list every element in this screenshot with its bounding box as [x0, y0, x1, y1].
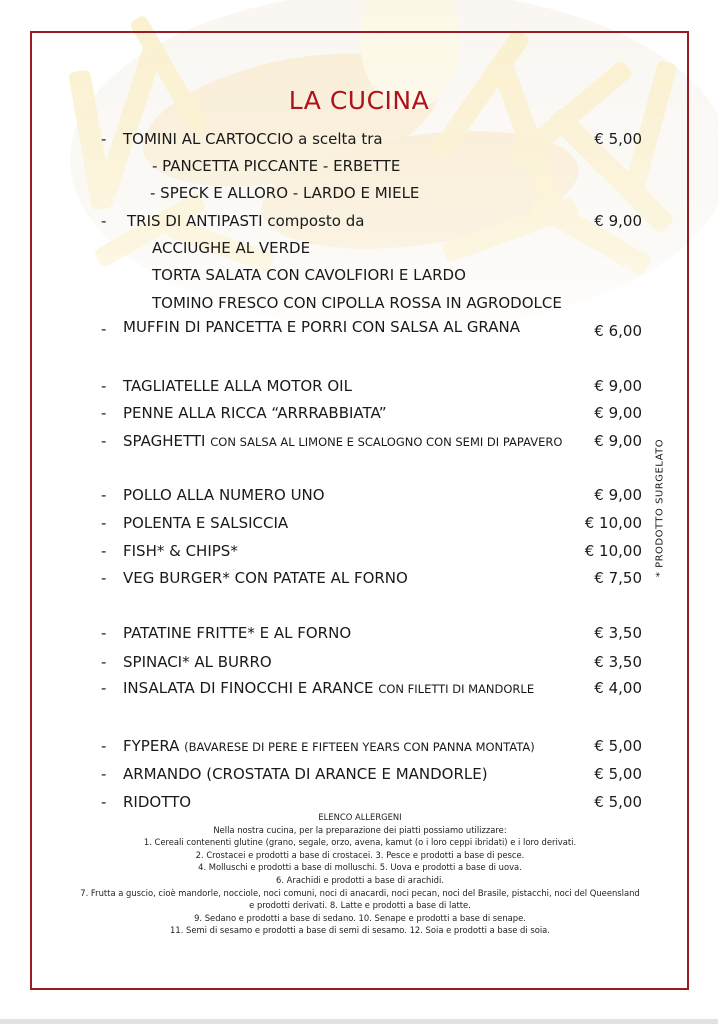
- menu-item-price: € 9,00: [594, 432, 642, 450]
- menu-item-name: [123, 737, 535, 755]
- menu-item-name: SPINACI* AL BURRO: [123, 653, 272, 671]
- menu-item-name: TOMINI AL CARTOCCIO a scelta tra: [123, 130, 383, 148]
- menu-item-main: INSALATA DI FINOCCHI E ARANCE: [123, 679, 374, 697]
- menu-item-main: SPAGHETTI: [123, 432, 206, 450]
- menu-item-price: € 9,00: [594, 212, 642, 230]
- menu-item-price: € 10,00: [584, 514, 642, 532]
- frozen-product-note: [638, 438, 682, 578]
- bullet-dash: -: [101, 737, 107, 755]
- bullet-dash: -: [101, 486, 107, 504]
- allergens-line: Nella nostra cucina, per la preparazione dei piatti possiamo utilizzare:: [213, 824, 507, 835]
- menu-item-price: € 9,00: [594, 404, 642, 422]
- menu-item-option: - SPECK E ALLORO - LARDO E MIELE: [150, 184, 420, 202]
- menu-item-option: TORTA SALATA CON CAVOLFIORI E LARDO: [152, 266, 466, 284]
- frozen-product-note-text: * PRODOTTO SURGELATO: [654, 438, 666, 578]
- bullet-dash: -: [101, 793, 107, 811]
- menu-item-name: ARMANDO (CROSTATA DI ARANCE E MANDORLE): [123, 765, 488, 783]
- page-title: LA CUCINA: [288, 86, 430, 115]
- bullet-dash: -: [101, 212, 107, 230]
- menu-item-price: € 9,00: [594, 486, 642, 504]
- menu-item-name: [123, 679, 534, 697]
- menu-item-detail: CON SALSA AL LIMONE E SCALOGNO CON SEMI DI PAPAVERO: [210, 435, 563, 449]
- bullet-dash: -: [101, 569, 107, 587]
- menu-item-price: € 5,00: [594, 765, 642, 783]
- menu-item-price: € 5,00: [594, 130, 642, 148]
- bullet-dash: -: [101, 653, 107, 671]
- allergens-line: 1. Cereali contenenti glutine (grano, segale, orzo, avena, kamut (o i loro ceppi ibridati) e i loro derivati.: [143, 837, 577, 848]
- menu-item-name: RIDOTTO: [123, 793, 192, 811]
- menu-item-name: MUFFIN DI PANCETTA E PORRI CON SALSA AL GRANA: [123, 318, 520, 336]
- menu-item-name: PATATINE FRITTE* E AL FORNO: [123, 624, 352, 642]
- menu-item-option: TOMINO FRESCO CON CIPOLLA ROSSA IN AGRODOLCE: [152, 294, 562, 312]
- allergens-line: e prodotti derivati. 8. Latte e prodotti a base di latte.: [249, 900, 471, 911]
- bullet-dash: -: [101, 404, 107, 422]
- menu-item-name: TRIS DI ANTIPASTI composto da: [127, 212, 365, 230]
- allergens-line: 7. Frutta a guscio, cioè mandorle, nocciole, noci comuni, noci di anacardi, noci pecan, noci del Brasile, pistacchi, noci del Queensland: [80, 887, 640, 898]
- bullet-dash: -: [101, 130, 107, 148]
- allergens-line: 11. Semi di sesamo e prodotti a base di semi di sesamo. 12. Soia e prodotti a base di soia.: [170, 925, 550, 936]
- allergens-line: 2. Crostacei e prodotti a base di crostacei. 3. Pesce e prodotti a base di pesce.: [195, 849, 525, 860]
- bullet-dash: -: [101, 432, 107, 450]
- menu-item-price: € 9,00: [594, 377, 642, 395]
- menu-item-detail: CON FILETTI DI MANDORLE: [378, 682, 535, 696]
- menu-item-name: PENNE ALLA RICCA “ARRRABBIATA”: [123, 404, 387, 422]
- menu-item-price: € 4,00: [594, 679, 642, 697]
- bullet-dash: -: [101, 320, 107, 338]
- menu-item-option: - PANCETTA PICCANTE - ERBETTE: [152, 157, 401, 175]
- menu-item-price: € 3,50: [594, 624, 642, 642]
- menu-item-price: € 5,00: [594, 793, 642, 811]
- menu-item-name: [123, 432, 562, 450]
- bullet-dash: -: [101, 765, 107, 783]
- menu-item-name: POLLO ALLA NUMERO UNO: [123, 486, 325, 504]
- bullet-dash: -: [101, 679, 107, 697]
- menu-item-price: € 7,50: [594, 569, 642, 587]
- bullet-dash: -: [101, 542, 107, 560]
- menu-item-detail: (BAVARESE DI PERE E FIFTEEN YEARS CON PANNA MONTATA): [184, 740, 535, 754]
- allergens-section: [40, 811, 680, 937]
- menu-item-price: € 6,00: [594, 322, 642, 340]
- menu-item-main: FYPERA: [123, 737, 180, 755]
- bullet-dash: -: [101, 624, 107, 642]
- bullet-dash: -: [101, 377, 107, 395]
- menu-item-name: FISH* & CHIPS*: [123, 542, 238, 560]
- menu-item-name: POLENTA E SALSICCIA: [123, 514, 289, 532]
- menu-item-price: € 10,00: [584, 542, 642, 560]
- allergens-title: ELENCO ALLERGENI: [318, 812, 402, 822]
- allergens-line: 4. Molluschi e prodotti a base di molluschi. 5. Uova e prodotti a base di uova.: [198, 862, 522, 873]
- menu-item-price: € 5,00: [594, 737, 642, 755]
- menu-item-option: ACCIUGHE AL VERDE: [152, 239, 311, 257]
- bottom-edge: [0, 1019, 718, 1024]
- menu-item-price: € 3,50: [594, 653, 642, 671]
- allergens-line: 6. Arachidi e prodotti a base di arachidi.: [276, 874, 444, 885]
- menu-item-name: TAGLIATELLE ALLA MOTOR OIL: [123, 377, 352, 395]
- menu-item-name: VEG BURGER* CON PATATE AL FORNO: [123, 569, 408, 587]
- bullet-dash: -: [101, 514, 107, 532]
- allergens-line: 9. Sedano e prodotti a base di sedano. 10. Senape e prodotti a base di senape.: [194, 912, 526, 923]
